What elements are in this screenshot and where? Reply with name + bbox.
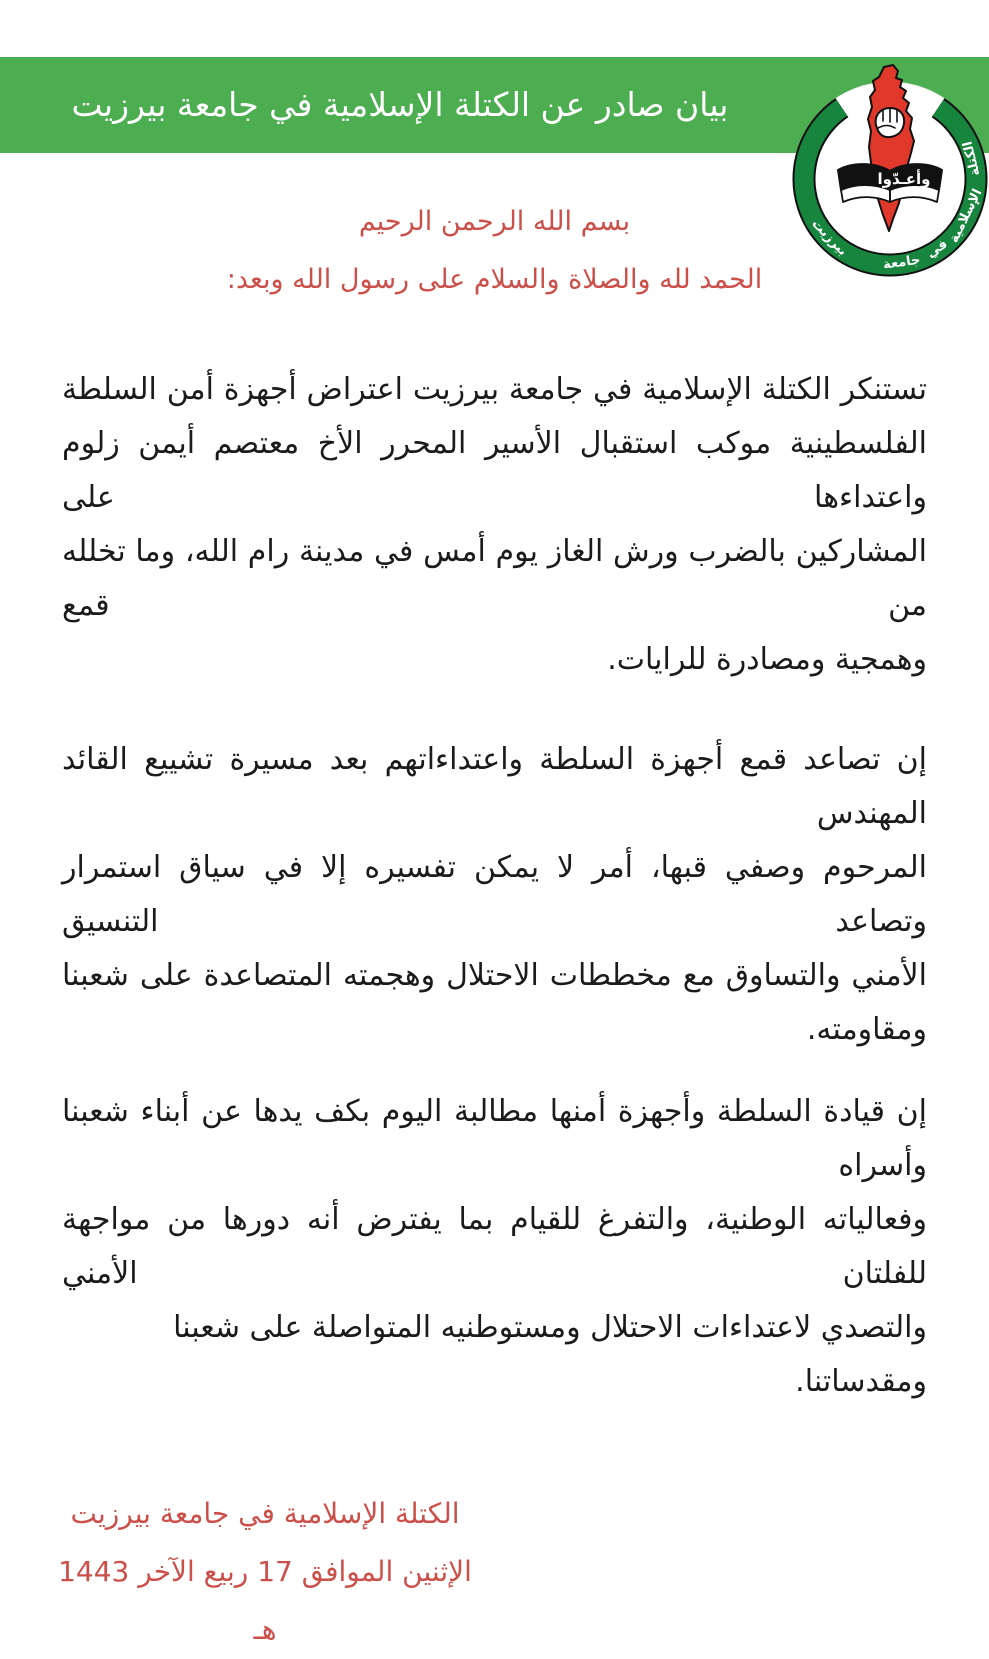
paragraph-line: والتصدي لاعتداءات الاحتلال ومستوطنيه المتواصلة على شعبنا ومقدساتنا. bbox=[173, 1310, 927, 1399]
paragraph-line: المرحوم وصفي قبها، أمر لا يمكن تفسيره إلا في سياق استمرار وتصاعد التنسيق bbox=[62, 850, 927, 939]
signature-date: الإثنين الموافق 17 ربيع الآخر 1443 هـ bbox=[58, 1555, 472, 1646]
hamdala-line: الحمد لله والصلاة والسلام على رسول الله وبعد: bbox=[226, 264, 763, 295]
paragraph-line: إن قيادة السلطة وأجهزة أمنها مطالبة اليوم بكف يدها عن أبناء شعبنا وأسراه bbox=[62, 1094, 927, 1183]
paragraph-2 bbox=[62, 733, 927, 1057]
paragraph-line: ومقاومته. bbox=[806, 1012, 927, 1047]
signature-org: الكتلة الإسلامية في جامعة بيرزيت bbox=[70, 1497, 460, 1530]
statement-body bbox=[0, 363, 989, 1409]
paragraph-line: المشاركين بالضرب ورش الغاز يوم أمس في مدينة رام الله، وما تخلله من قمع bbox=[62, 534, 927, 623]
ring-word: الكتلة bbox=[960, 139, 984, 178]
logo-svg bbox=[791, 63, 989, 277]
paragraph-1 bbox=[62, 363, 927, 687]
paragraph-line: وفعالياته الوطنية، والتفرغ للقيام بما يفترض أنه دورها من مواجهة للفلتان الأمني bbox=[62, 1202, 927, 1291]
open-book-icon bbox=[838, 164, 942, 202]
ring-word: في bbox=[924, 236, 951, 262]
paragraph-3 bbox=[62, 1085, 927, 1409]
ring-word: بيرزيت bbox=[808, 216, 851, 259]
ring-word: جامعة bbox=[882, 252, 922, 273]
paragraph-line: إن تصاعد قمع أجهزة السلطة واعتداءاتهم بعد مسيرة تشييع القائد المهندس bbox=[62, 742, 927, 831]
basmala-line: بسم الله الرحمن الرحيم bbox=[358, 206, 631, 237]
fist-icon bbox=[876, 108, 904, 137]
paragraph-line: وهمجية ومصادرة للرايات. bbox=[607, 642, 927, 677]
ring-word: الإسلامية bbox=[946, 186, 986, 246]
book-motto-text: وأعـدّوا bbox=[877, 170, 931, 188]
paragraph-line: الأمني والتساوق مع مخططات الاحتلال وهجمته المتصاعدة على شعبنا bbox=[62, 958, 927, 993]
statement-title: بيان صادر عن الكتلة الإسلامية في جامعة بيرزيت bbox=[71, 85, 729, 124]
islamic-bloc-logo bbox=[791, 63, 989, 277]
signature-block bbox=[55, 1485, 475, 1659]
paragraph-line: الفلسطينية موكب استقبال الأسير المحرر الأخ معتصم أيمن زلوم واعتداءها على bbox=[62, 426, 927, 515]
paragraph-line: تستنكر الكتلة الإسلامية في جامعة بيرزيت اعتراض أجهزة أمن السلطة bbox=[62, 372, 927, 407]
